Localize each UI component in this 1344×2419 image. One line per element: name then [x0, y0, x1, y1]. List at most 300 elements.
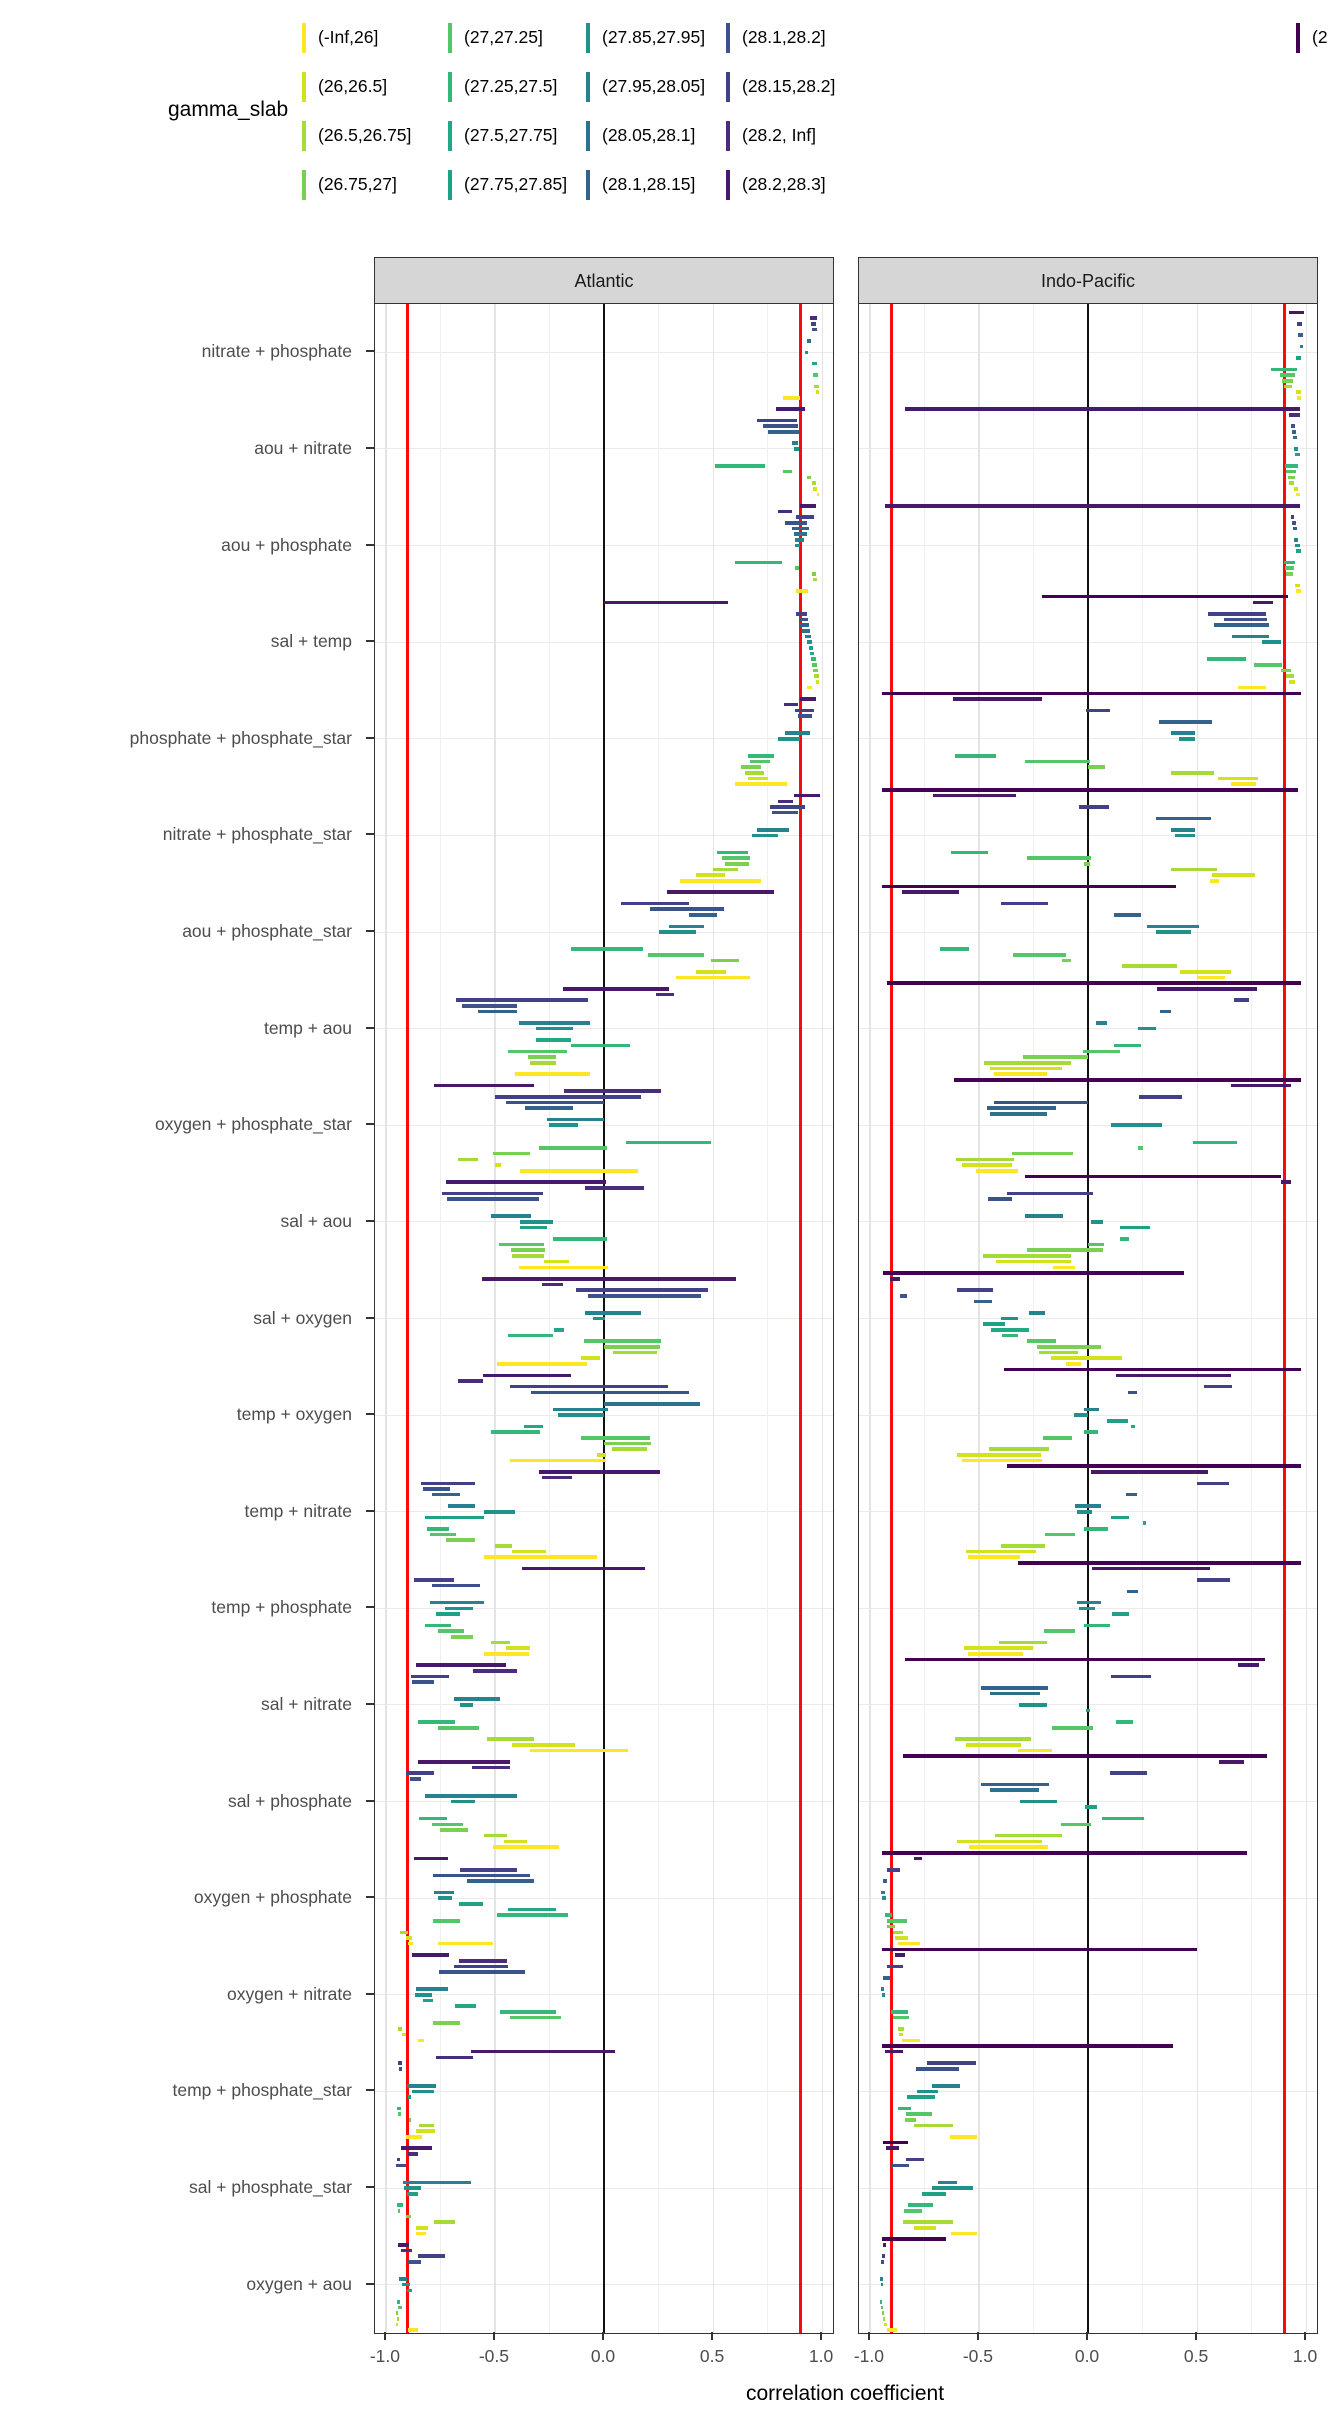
correlation-segment [696, 873, 725, 877]
legend-label: (28.15,28.2] [742, 76, 836, 96]
correlation-segment [458, 1158, 478, 1162]
x-axis [0, 2332, 1344, 2392]
correlation-segment [725, 862, 749, 866]
red-reference-line [890, 304, 893, 2333]
correlation-segment [955, 1737, 1031, 1741]
correlation-segment [895, 1953, 905, 1957]
correlation-segment [802, 629, 810, 633]
correlation-segment [1286, 674, 1294, 678]
correlation-segment [1295, 544, 1299, 548]
correlation-segment [1180, 970, 1231, 974]
correlation-segment [419, 2124, 434, 2128]
correlation-segment [1193, 1141, 1238, 1145]
correlation-segment [757, 828, 790, 832]
correlation-segment [956, 1158, 1014, 1162]
y-tick [366, 640, 374, 642]
correlation-segment [1025, 1175, 1281, 1179]
legend-key-icon [726, 170, 730, 200]
x-tick [384, 2332, 386, 2340]
correlation-segment [612, 1447, 647, 1451]
correlation-segment [1112, 1612, 1129, 1616]
correlation-segment [408, 1942, 413, 1946]
correlation-segment [883, 2317, 886, 2321]
correlation-segment [984, 1061, 1070, 1065]
correlation-segment [412, 1953, 449, 1957]
correlation-segment [539, 1146, 608, 1150]
correlation-segment [1001, 1317, 1018, 1321]
correlation-segment [520, 1220, 553, 1224]
correlation-segment [1218, 777, 1258, 781]
correlation-segment [626, 1141, 711, 1145]
correlation-segment [511, 1248, 545, 1252]
correlation-segment [446, 1180, 606, 1184]
correlation-segment [983, 1322, 1005, 1326]
legend-key-icon [302, 72, 306, 102]
correlation-segment [402, 2283, 410, 2287]
correlation-segment [460, 1868, 517, 1872]
correlation-segment [497, 1913, 568, 1917]
correlation-segment [881, 2260, 884, 2264]
correlation-segment [957, 1840, 1042, 1844]
correlation-segment [778, 800, 792, 804]
correlation-segment [447, 1197, 539, 1201]
correlation-segment [484, 1555, 597, 1559]
correlation-segment [398, 2306, 402, 2310]
correlation-segment [1238, 1663, 1259, 1667]
correlation-segment [455, 2004, 477, 2008]
correlation-segment [1171, 731, 1195, 735]
correlation-segment [811, 657, 815, 661]
correlation-segment [1289, 680, 1296, 684]
correlation-segment [1053, 1266, 1075, 1270]
correlation-segment [396, 2164, 406, 2168]
correlation-segment [796, 515, 815, 519]
correlation-segment [795, 566, 799, 570]
correlation-segment [1232, 635, 1269, 639]
correlation-segment [882, 1851, 1247, 1855]
correlation-segment [451, 1635, 473, 1639]
correlation-segment [434, 2220, 455, 2224]
correlation-segment [515, 1072, 590, 1076]
correlation-segment [805, 635, 812, 639]
correlation-segment [882, 1948, 1197, 1952]
gridline-vertical [713, 304, 715, 2333]
correlation-segment [954, 1078, 1301, 1082]
correlation-segment [927, 2061, 976, 2065]
y-axis-label: nitrate + phosphate_star [162, 824, 352, 845]
correlation-segment [459, 1902, 483, 1906]
correlation-segment [1253, 601, 1274, 605]
correlation-segment [1043, 1436, 1071, 1440]
correlation-segment [460, 1703, 473, 1707]
correlation-segment [1179, 737, 1195, 741]
correlation-segment [989, 1447, 1049, 1451]
correlation-segment [794, 447, 799, 451]
y-axis-label: oxygen + phosphate_star [154, 1114, 352, 1135]
correlation-segment [811, 322, 815, 326]
correlation-segment [1197, 1578, 1230, 1582]
correlation-segment [438, 1726, 478, 1730]
y-axis-label: temp + oxygen [236, 1404, 352, 1425]
correlation-segment [1079, 1607, 1094, 1611]
x-tick [1086, 2332, 1088, 2340]
correlation-segment [962, 1163, 1012, 1167]
correlation-segment [430, 1533, 456, 1537]
correlation-segment [398, 2061, 402, 2065]
correlation-segment [519, 1021, 590, 1025]
correlation-segment [715, 464, 765, 468]
correlation-segment [1114, 1044, 1141, 1048]
correlation-segment [510, 1385, 668, 1389]
correlation-segment [905, 2118, 916, 2122]
correlation-segment [903, 1754, 1267, 1758]
y-axis-label: aou + nitrate [254, 437, 352, 458]
correlation-segment [1126, 1493, 1137, 1497]
correlation-segment [1088, 765, 1105, 769]
correlation-segment [1295, 453, 1299, 457]
correlation-segment [893, 2016, 909, 2020]
correlation-segment [536, 1027, 573, 1031]
correlation-segment [433, 2021, 460, 2025]
correlation-segment [1288, 476, 1296, 480]
correlation-segment [1092, 1567, 1210, 1571]
correlation-segment [882, 885, 1176, 889]
gridline-vertical [658, 304, 659, 2333]
correlation-segment [748, 777, 768, 781]
correlation-segment [1012, 1152, 1073, 1156]
legend-label: (27.95,28.05] [602, 76, 706, 96]
correlation-segment [524, 1425, 543, 1429]
correlation-segment [676, 976, 750, 980]
correlation-segment [1116, 1720, 1132, 1724]
correlation-segment [883, 2243, 886, 2247]
correlation-segment [418, 1760, 511, 1764]
correlation-segment [813, 578, 816, 582]
correlation-segment [814, 385, 818, 389]
correlation-segment [571, 1044, 630, 1048]
correlation-segment [1231, 782, 1256, 786]
correlation-segment [418, 2039, 425, 2043]
correlation-segment [906, 2158, 925, 2162]
correlation-segment [584, 1339, 660, 1343]
legend-key-icon [726, 121, 730, 151]
gridline-vertical [440, 304, 441, 2333]
correlation-segment [1120, 1226, 1151, 1230]
legend-key-icon [302, 23, 306, 53]
correlation-segment [1296, 390, 1300, 394]
correlation-segment [1297, 396, 1300, 400]
correlation-segment [1292, 430, 1296, 434]
y-axis [0, 303, 374, 2332]
correlation-segment [794, 794, 820, 798]
correlation-segment [972, 1459, 1018, 1463]
y-tick [366, 1510, 374, 1512]
correlation-segment [807, 476, 811, 480]
correlation-segment [981, 1783, 1049, 1787]
correlation-segment [438, 1629, 464, 1633]
correlation-segment [812, 572, 815, 576]
y-tick [366, 1123, 374, 1125]
correlation-segment [810, 316, 817, 320]
correlation-segment [882, 1993, 885, 1997]
correlation-segment [887, 1965, 902, 1969]
correlation-segment [792, 527, 809, 531]
legend-label: (27.5,27.75] [464, 125, 558, 145]
correlation-segment [680, 879, 761, 883]
correlation-segment [438, 1942, 493, 1946]
correlation-segment [1284, 385, 1292, 389]
y-axis-label: oxygen + aou [246, 2273, 352, 2294]
correlation-segment [1122, 964, 1178, 968]
correlation-segment [504, 1840, 527, 1844]
correlation-segment [1084, 862, 1091, 866]
legend-key-icon [726, 72, 730, 102]
y-tick [366, 1993, 374, 1995]
correlation-segment [407, 2289, 412, 2293]
correlation-segment [1074, 1413, 1088, 1417]
correlation-segment [940, 947, 969, 951]
correlation-segment [887, 1925, 895, 1929]
correlation-segment [741, 765, 761, 769]
correlation-segment [964, 1646, 1034, 1650]
correlation-segment [994, 1101, 1088, 1105]
gridline-vertical [494, 304, 496, 2333]
gridline-vertical [1306, 304, 1308, 2333]
y-tick [366, 1896, 374, 1898]
correlation-segment [530, 1061, 556, 1065]
correlation-segment [408, 2095, 411, 2099]
correlation-segment [491, 1214, 531, 1218]
correlation-segment [542, 1476, 573, 1480]
y-tick [366, 2283, 374, 2285]
correlation-segment [1289, 311, 1304, 315]
correlation-segment [522, 1567, 645, 1571]
correlation-segment [604, 601, 728, 605]
correlation-segment [1107, 1419, 1128, 1423]
correlation-segment [416, 1987, 448, 1991]
correlation-segment [495, 1544, 512, 1548]
legend-key-icon [1296, 23, 1300, 53]
correlation-segment [1138, 1027, 1155, 1031]
correlation-segment [900, 1294, 907, 1298]
correlation-segment [904, 2209, 923, 2213]
correlation-segment [1111, 1123, 1162, 1127]
correlation-segment [581, 1436, 650, 1440]
correlation-segment [895, 1936, 908, 1940]
correlation-segment [414, 1857, 448, 1861]
x-tick-label: 0.5 [1183, 2346, 1209, 2366]
correlation-segment [735, 561, 782, 565]
correlation-segment [696, 970, 727, 974]
correlation-segment [1294, 487, 1298, 491]
correlation-segment [406, 2135, 422, 2139]
correlation-segment [903, 2220, 953, 2224]
correlation-segment [887, 1868, 900, 1872]
correlation-segment [1294, 538, 1298, 542]
correlation-segment [792, 441, 799, 445]
correlation-segment [412, 2090, 434, 2094]
plot-panel-indo-pacific [858, 303, 1318, 2334]
y-axis-label: nitrate + phosphate [201, 341, 352, 362]
correlation-segment [510, 1459, 606, 1463]
correlation-segment [778, 737, 800, 741]
correlation-segment [891, 2010, 908, 2014]
correlation-segment [1160, 1010, 1171, 1014]
correlation-segment [1013, 953, 1066, 957]
correlation-segment [1062, 959, 1071, 963]
correlation-segment [1045, 1533, 1074, 1537]
legend-key-icon [586, 170, 590, 200]
zero-reference-line [1087, 304, 1089, 2333]
correlation-segment [1289, 413, 1300, 417]
correlation-segment [397, 2203, 404, 2207]
y-axis-label: sal + aou [280, 1210, 352, 1231]
correlation-segment [752, 834, 778, 838]
correlation-segment [1085, 1805, 1097, 1809]
correlation-segment [898, 2107, 911, 2111]
correlation-segment [659, 930, 696, 934]
correlation-segment [1128, 1391, 1137, 1395]
correlation-segment [966, 1550, 1036, 1554]
legend-title: gamma_slab [168, 98, 289, 121]
correlation-segment [1289, 481, 1294, 485]
correlation-segment [882, 788, 1299, 792]
correlation-segment [512, 1550, 546, 1554]
correlation-segment [454, 1697, 501, 1701]
gridline-vertical [1033, 304, 1034, 2333]
correlation-segment [772, 811, 798, 815]
correlation-segment [484, 1652, 529, 1656]
correlation-segment [487, 1737, 534, 1741]
correlation-segment [951, 851, 988, 855]
correlation-segment [722, 856, 750, 860]
correlation-segment [1171, 771, 1215, 775]
correlation-segment [604, 1345, 660, 1349]
correlation-segment [427, 1527, 449, 1531]
y-axis-label: temp + nitrate [244, 1500, 352, 1521]
correlation-segment [407, 2192, 418, 2196]
correlation-segment [440, 1828, 467, 1832]
correlation-segment [491, 1430, 540, 1434]
correlation-segment [999, 1641, 1047, 1645]
correlation-segment [1077, 1510, 1092, 1514]
correlation-segment [916, 2067, 960, 2071]
correlation-segment [890, 1277, 901, 1281]
correlation-segment [406, 2215, 411, 2219]
x-tick [820, 2332, 822, 2340]
correlation-segment [812, 663, 816, 667]
correlation-segment [648, 953, 705, 957]
correlation-segment [981, 1686, 1048, 1690]
correlation-segment [414, 1578, 453, 1582]
correlation-segment [436, 2056, 473, 2060]
correlation-segment [795, 709, 815, 713]
correlation-segment [955, 754, 996, 758]
correlation-segment [813, 487, 816, 491]
x-tick-label: 1.0 [1292, 2346, 1318, 2366]
x-tick [493, 2332, 495, 2340]
correlation-segment [805, 351, 808, 355]
correlation-segment [418, 2254, 445, 2258]
correlation-segment [408, 2152, 418, 2156]
correlation-segment [1044, 1629, 1075, 1633]
correlation-segment [418, 1720, 455, 1724]
correlation-segment [917, 2090, 938, 2094]
correlation-segment [898, 2027, 903, 2031]
correlation-segment [988, 1197, 1012, 1201]
correlation-segment [446, 1538, 475, 1542]
correlation-segment [398, 2243, 409, 2247]
correlation-segment [402, 2033, 405, 2037]
red-reference-line [799, 304, 802, 2333]
legend-label: (26,26.5] [318, 76, 388, 96]
y-tick [366, 2089, 374, 2091]
plot-panel-atlantic [374, 303, 834, 2334]
y-tick [366, 1800, 374, 1802]
correlation-segment [770, 805, 805, 809]
correlation-segment [510, 2016, 561, 2020]
correlation-segment [776, 407, 804, 411]
correlation-segment [1298, 333, 1302, 337]
correlation-segment [425, 1624, 451, 1628]
correlation-segment [796, 612, 807, 616]
correlation-segment [933, 794, 1016, 798]
gridline-vertical [822, 304, 824, 2333]
correlation-segment [1027, 1339, 1056, 1343]
legend-key-icon [586, 121, 590, 151]
legend-label: (27.25,27.5] [464, 76, 558, 96]
correlation-segment [969, 1845, 1048, 1849]
correlation-segment [902, 2039, 921, 2043]
gridline-vertical [869, 304, 871, 2333]
correlation-segment [467, 1879, 535, 1883]
legend-key-icon [302, 170, 306, 200]
correlation-segment [974, 1300, 993, 1304]
correlation-segment [506, 1101, 604, 1105]
correlation-segment [416, 1663, 505, 1667]
x-tick [868, 2332, 870, 2340]
correlation-segment [478, 1010, 517, 1014]
correlation-segment [905, 407, 1300, 411]
correlation-segment [1083, 1050, 1120, 1054]
correlation-segment [885, 2050, 902, 2054]
x-tick-label: 1.0 [808, 2346, 834, 2366]
correlation-segment [1111, 1516, 1130, 1520]
correlation-segment [512, 1743, 574, 1747]
correlation-segment [886, 2146, 899, 2150]
correlation-segment [528, 1055, 556, 1059]
correlation-segment [520, 1169, 638, 1173]
correlation-segment [807, 339, 811, 343]
correlation-segment [408, 2260, 421, 2264]
legend-label: (28.2,28.3] [742, 174, 826, 194]
correlation-segment [399, 2277, 407, 2281]
legend-label: (26.5,26.75] [318, 125, 412, 145]
correlation-segment [814, 674, 818, 678]
correlation-segment [957, 1453, 1041, 1457]
correlation-segment [906, 2112, 932, 2116]
correlation-segment [882, 2044, 1173, 2048]
correlation-segment [990, 1067, 1062, 1071]
y-tick [366, 1703, 374, 1705]
correlation-segment [907, 2095, 935, 2099]
correlation-segment [950, 2135, 977, 2139]
legend-label: (28.05,28.1] [602, 125, 696, 145]
correlation-segment [800, 623, 809, 627]
correlation-segment [1075, 1504, 1101, 1508]
correlation-segment [1143, 1521, 1146, 1525]
y-axis-label: sal + temp [270, 631, 352, 652]
